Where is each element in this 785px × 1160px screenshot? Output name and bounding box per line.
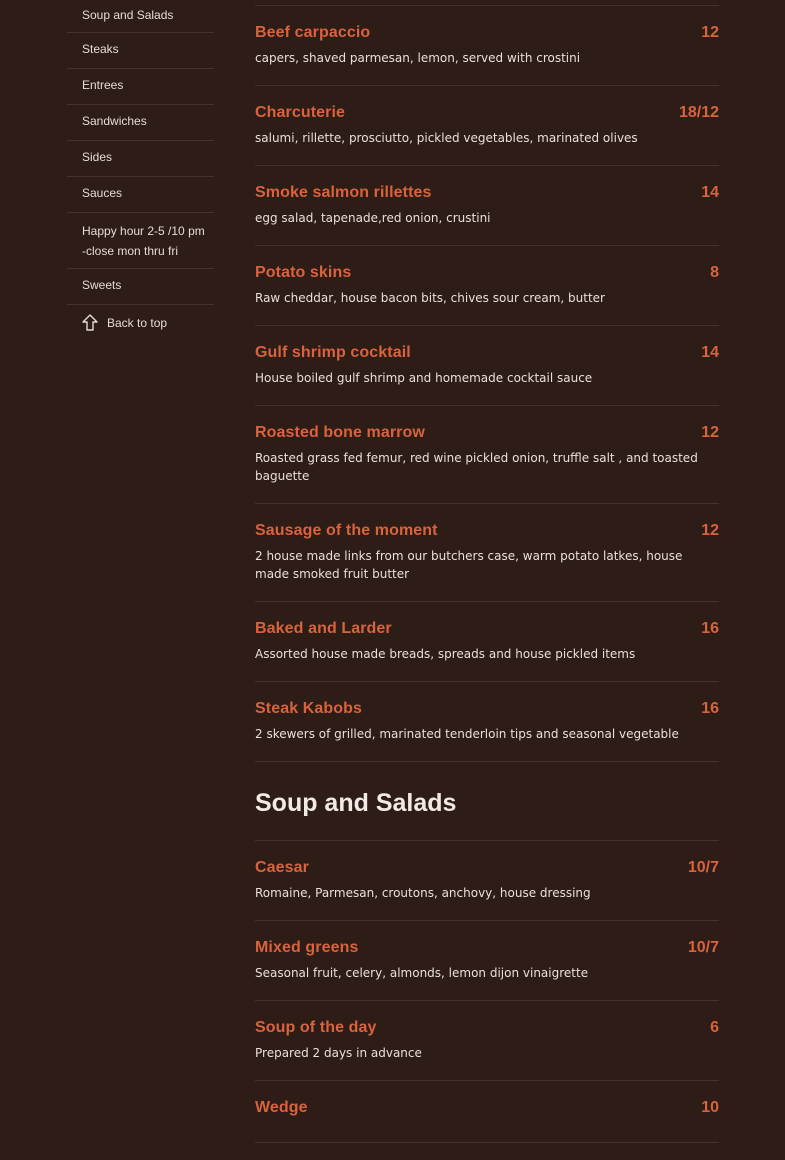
back-to-top-label: Back to top — [107, 316, 168, 330]
section-header — [255, 762, 719, 841]
menu-item — [255, 406, 719, 504]
sidebar-item-sandwiches[interactable]: Sandwiches — [67, 105, 214, 141]
item-price: 10/7 — [687, 859, 719, 876]
item-price: 12 — [701, 24, 719, 41]
section-title: Soup and Salads — [255, 789, 457, 817]
item-description: Raw cheddar, house bacon bits, chives sour cream, butter — [255, 291, 605, 305]
item-name: Mixed greens — [255, 939, 359, 956]
item-description: Prepared 2 days in advance — [255, 1046, 422, 1060]
menu-item — [255, 326, 719, 406]
menu-item — [255, 1081, 719, 1143]
sidebar-item-steaks[interactable]: Steaks — [67, 33, 214, 69]
item-description: capers, shaved parmesan, lemon, served with crostini — [255, 51, 581, 65]
item-description: 2 skewers of grilled, marinated tenderloin tips and seasonal vegetable — [255, 727, 679, 741]
menu-item — [255, 602, 719, 682]
item-description: 2 house made links from our butchers case, warm potato latkes, house made smoked fruit butter — [255, 549, 683, 581]
item-name: Baked and Larder — [255, 620, 392, 637]
item-name: Steak Kabobs — [255, 700, 363, 717]
item-price: 16 — [701, 700, 719, 717]
item-name: Sausage of the moment — [255, 522, 438, 539]
item-name: Potato skins — [255, 264, 352, 281]
item-price: 8 — [710, 264, 719, 281]
menu-item — [255, 166, 719, 246]
item-description: salumi, rillette, prosciutto, pickled vegetables, marinated olives — [255, 131, 638, 145]
item-name: Gulf shrimp cocktail — [255, 344, 411, 361]
item-name: Soup of the day — [255, 1019, 377, 1036]
sidebar-item-sweets[interactable]: Sweets — [67, 269, 214, 305]
item-description: House boiled gulf shrimp and homemade cocktail sauce — [255, 371, 593, 385]
sidebar-nav — [67, 0, 214, 341]
item-name: Caesar — [255, 859, 309, 876]
back-to-top-link[interactable] — [67, 305, 214, 341]
item-description: Assorted house made breads, spreads and house pickled items — [255, 647, 636, 661]
up-arrow-icon — [80, 313, 100, 333]
menu-item — [255, 86, 719, 166]
item-price: 10 — [701, 1099, 719, 1116]
item-price: 6 — [710, 1019, 719, 1036]
menu-item — [255, 6, 719, 86]
item-description: Seasonal fruit, celery, almonds, lemon dijon vinaigrette — [255, 966, 589, 980]
menu-item — [255, 921, 719, 1001]
sidebar-item-soup-and-salads[interactable]: Soup and Salads — [67, 0, 214, 33]
item-name: Roasted bone marrow — [255, 424, 425, 441]
item-price: 12 — [701, 522, 719, 539]
item-price: 18/12 — [678, 104, 719, 121]
menu-content — [255, 0, 719, 1143]
item-name: Charcuterie — [255, 104, 346, 121]
sidebar-item-sauces[interactable]: Sauces — [67, 177, 214, 213]
menu-item — [255, 682, 719, 762]
menu-item — [255, 841, 719, 921]
item-name: Wedge — [255, 1099, 308, 1116]
item-price: 10/7 — [687, 939, 719, 956]
item-price: 16 — [701, 620, 719, 637]
item-name: Smoke salmon rillettes — [255, 184, 432, 201]
item-description: Roasted grass fed femur, red wine pickled onion, truffle salt , and toasted baguette — [255, 451, 698, 483]
item-name: Beef carpaccio — [255, 24, 371, 41]
menu-item — [255, 504, 719, 602]
item-description: egg salad, tapenade,red onion, crustini — [255, 211, 491, 225]
item-price: 14 — [701, 184, 719, 201]
sidebar-item-happy-hour[interactable]: Happy hour 2-5 /10 pm -close mon thru fri — [67, 213, 214, 269]
menu-item — [255, 1001, 719, 1081]
item-price: 12 — [701, 424, 719, 441]
menu-item — [255, 246, 719, 326]
item-price: 14 — [701, 344, 719, 361]
sidebar-item-sides[interactable]: Sides — [67, 141, 214, 177]
sidebar-item-entrees[interactable]: Entrees — [67, 69, 214, 105]
item-description: Romaine, Parmesan, croutons, anchovy, house dressing — [255, 886, 591, 900]
